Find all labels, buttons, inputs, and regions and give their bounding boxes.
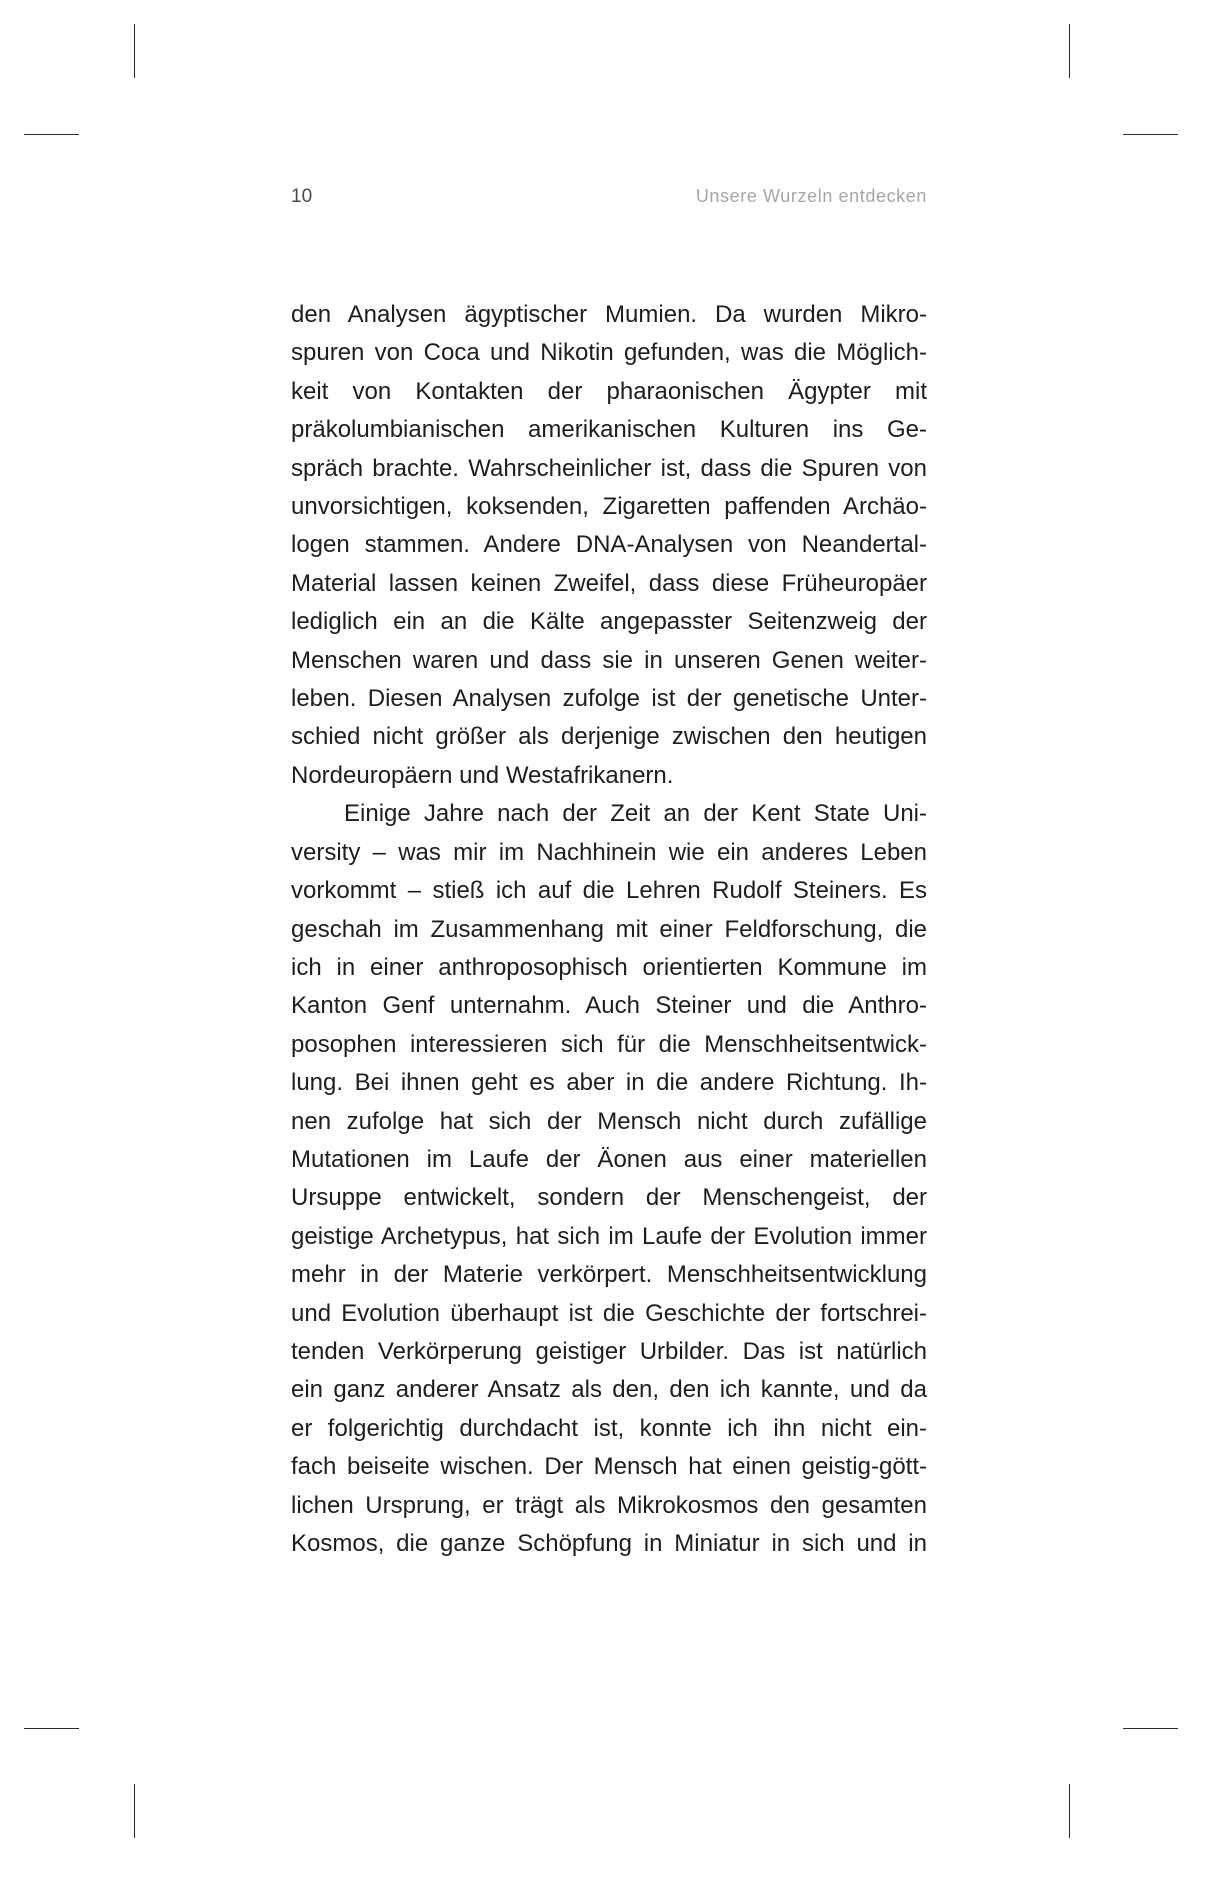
crop-mark-top-left-vertical — [134, 24, 135, 78]
text-line: und Evolution überhaupt ist die Geschichte der fortschrei- — [291, 1299, 927, 1327]
crop-mark-top-right-vertical — [1069, 24, 1070, 78]
paragraph — [291, 795, 927, 1563]
text-line: schied nicht größer als derjenige zwischen den heutigen — [291, 723, 927, 751]
text-line: unvorsichtigen, koksenden, Zigaretten paffenden Archäo- — [291, 493, 927, 521]
text-line: Material lassen keinen Zweifel, dass diese Früheuropäer — [291, 569, 927, 597]
crop-mark-bottom-right-vertical — [1069, 1784, 1070, 1838]
crop-mark-top-right-horizontal — [1123, 134, 1178, 135]
text-line: tenden Verkörperung geistiger Urbilder. Das ist natürlich — [291, 1337, 927, 1365]
text-line: Mutationen im Laufe der Äonen aus einer materiellen — [291, 1145, 927, 1173]
text-line: geistige Archetypus, hat sich im Laufe der Evolution immer — [291, 1222, 927, 1250]
body-text — [291, 296, 927, 1563]
text-line: spuren von Coca und Nikotin gefunden, was die Möglich- — [291, 339, 927, 367]
text-line: keit von Kontakten der pharaonischen Ägypter mit — [291, 377, 927, 405]
text-line: vorkommt – stieß ich auf die Lehren Rudolf Steiners. Es — [291, 877, 927, 905]
text-line: ich in einer anthroposophisch orientierten Kommune im — [291, 953, 927, 981]
text-line: lediglich ein an die Kälte angepasster Seitenzweig der — [291, 608, 927, 636]
page-header — [291, 186, 927, 216]
text-line: Kosmos, die ganze Schöpfung in Miniatur in sich und in — [291, 1530, 927, 1557]
crop-mark-bottom-left-vertical — [134, 1784, 135, 1838]
text-line: den Analysen ägyptischer Mumien. Da wurden Mikro- — [291, 301, 927, 328]
text-line: Menschen waren und dass sie in unseren Genen weiter- — [291, 646, 927, 674]
running-title: Unsere Wurzeln entdecken — [695, 186, 927, 206]
text-line: versity – was mir im Nachhinein wie ein anderes Leben — [291, 838, 927, 866]
text-line: mehr in der Materie verkörpert. Menschheitsentwicklung — [291, 1261, 927, 1289]
text-line: er folgerichtig durchdacht ist, konnte ich ihn nicht ein- — [291, 1414, 927, 1442]
text-line: leben. Diesen Analysen zufolge ist der genetische Unter- — [291, 685, 927, 713]
text-line: Ursuppe entwickelt, sondern der Menschengeist, der — [291, 1184, 927, 1212]
text-line: logen stammen. Andere DNA-Analysen von Neandertal- — [291, 531, 927, 559]
text-line: Einige Jahre nach der Zeit an der Kent State Uni- — [344, 800, 927, 828]
text-line: fach beiseite wischen. Der Mensch hat einen geistig-gött- — [291, 1453, 927, 1481]
crop-mark-top-left-horizontal — [24, 134, 79, 135]
text-line: lung. Bei ihnen geht es aber in die andere Richtung. Ih- — [291, 1069, 927, 1097]
text-line: geschah im Zusammenhang mit einer Feldforschung, die — [291, 915, 927, 943]
text-line: lichen Ursprung, er trägt als Mikrokosmos den gesamten — [291, 1491, 927, 1519]
text-line: präkolumbianischen amerikanischen Kulturen ins Ge- — [291, 416, 927, 444]
paragraph — [291, 296, 927, 795]
text-line: ein ganz anderer Ansatz als den, den ich kannte, und da — [291, 1376, 927, 1404]
text-line: Kanton Genf unternahm. Auch Steiner und die Anthro- — [291, 992, 927, 1020]
crop-mark-bottom-left-horizontal — [24, 1728, 79, 1729]
page-number: 10 — [291, 186, 313, 207]
text-line: nen zufolge hat sich der Mensch nicht durch zufällige — [291, 1107, 927, 1135]
text-line: Nordeuropäern und Westafrikanern. — [291, 761, 674, 789]
crop-mark-bottom-right-horizontal — [1123, 1728, 1178, 1729]
text-line: posophen interessieren sich für die Menschheitsentwick- — [291, 1030, 927, 1058]
text-line: spräch brachte. Wahrscheinlicher ist, dass die Spuren von — [291, 454, 927, 482]
